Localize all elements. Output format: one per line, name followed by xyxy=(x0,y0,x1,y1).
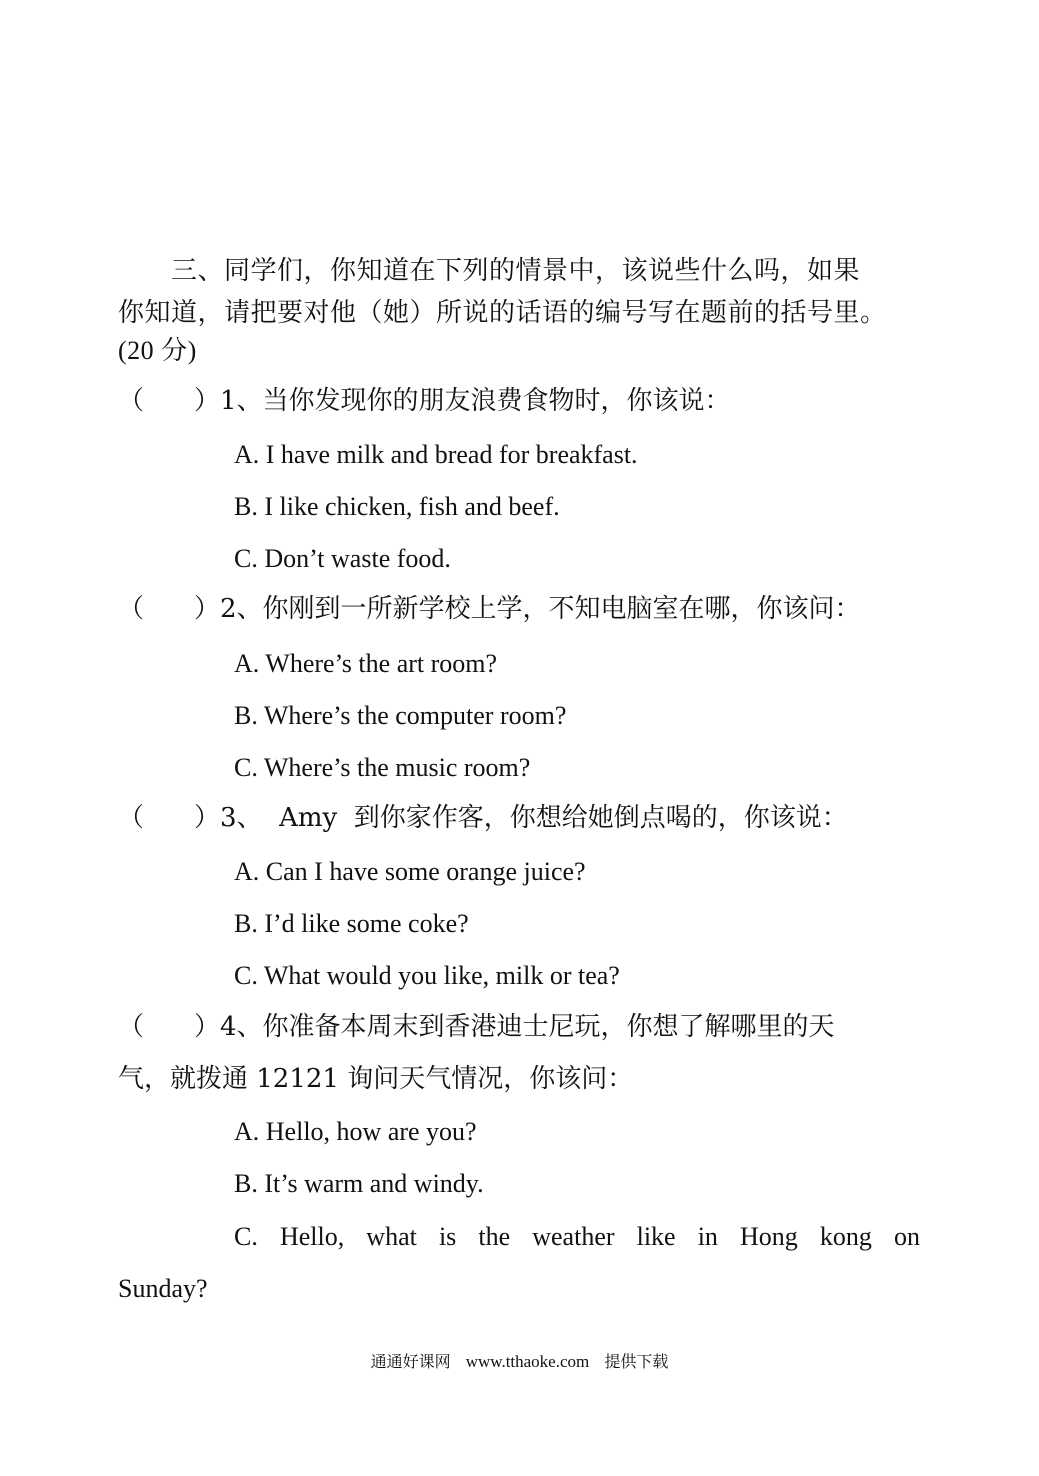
section-heading-line-2: 你知道，请把要对他（她）所说的话语的编号写在题前的括号里。 xyxy=(118,298,887,328)
option-word: the xyxy=(478,1222,511,1251)
option-word: is xyxy=(438,1222,457,1251)
question-1 xyxy=(118,384,920,418)
question-2 xyxy=(118,592,920,626)
option-word: kong xyxy=(819,1222,872,1251)
option-c xyxy=(234,1220,920,1254)
answer-blank: （ xyxy=(118,594,145,624)
answer-blank: （ xyxy=(118,1012,145,1042)
option-word: what xyxy=(366,1222,417,1251)
option-a: A. Where’s the art room? xyxy=(234,649,498,678)
question-prompt: ）3、 Amy 到你家作客，你想给她倒点喝的，你该说： xyxy=(194,803,848,833)
option-b: B. I’d like some coke? xyxy=(234,909,469,938)
option-a: A. Can I have some orange juice? xyxy=(234,857,586,886)
question-4 xyxy=(118,1010,920,1044)
option-b: B. I like chicken, fish and beef. xyxy=(234,492,560,521)
option-b: B. Where’s the computer room? xyxy=(234,701,567,730)
option-word: C. xyxy=(234,1222,258,1251)
footer-url: www.tthaoke.com xyxy=(465,1352,590,1371)
page-footer xyxy=(0,1350,1039,1374)
question-3 xyxy=(118,801,920,835)
footer-note: 提供下载 xyxy=(604,1352,669,1371)
option-a: A. Hello, how are you? xyxy=(234,1117,477,1146)
option-a: A. I have milk and bread for breakfast. xyxy=(234,440,638,469)
option-word: on xyxy=(894,1222,920,1251)
answer-blank: （ xyxy=(118,386,145,416)
option-word: weather xyxy=(532,1222,615,1251)
footer-site-name: 通通好课网 xyxy=(370,1352,451,1371)
question-prompt: ）1、当你发现你的朋友浪费食物时，你该说： xyxy=(194,386,731,416)
option-c-continued: Sunday? xyxy=(118,1274,208,1303)
question-4-continued: 气，就拨通 12121 询问天气情况，你该问： xyxy=(118,1064,634,1094)
option-b: B. It’s warm and windy. xyxy=(234,1169,484,1198)
section-heading-line-1: 三、同学们，你知道在下列的情景中，该说些什么吗，如果 xyxy=(118,256,861,286)
section-score: (20 分) xyxy=(118,336,197,365)
option-word: Hello, xyxy=(279,1222,345,1251)
question-prompt: ）4、你准备本周末到香港迪士尼玩，你想了解哪里的天 xyxy=(194,1012,835,1042)
option-word: in xyxy=(697,1222,718,1251)
option-c: C. Don’t waste food. xyxy=(234,544,451,573)
question-prompt: ）2、你刚到一所新学校上学，不知电脑室在哪，你该问： xyxy=(194,594,861,624)
option-word: Hong xyxy=(740,1222,798,1251)
option-c: C. What would you like, milk or tea? xyxy=(234,961,620,990)
option-word: like xyxy=(636,1222,676,1251)
option-c: C. Where’s the music room? xyxy=(234,753,531,782)
answer-blank: （ xyxy=(118,803,145,833)
